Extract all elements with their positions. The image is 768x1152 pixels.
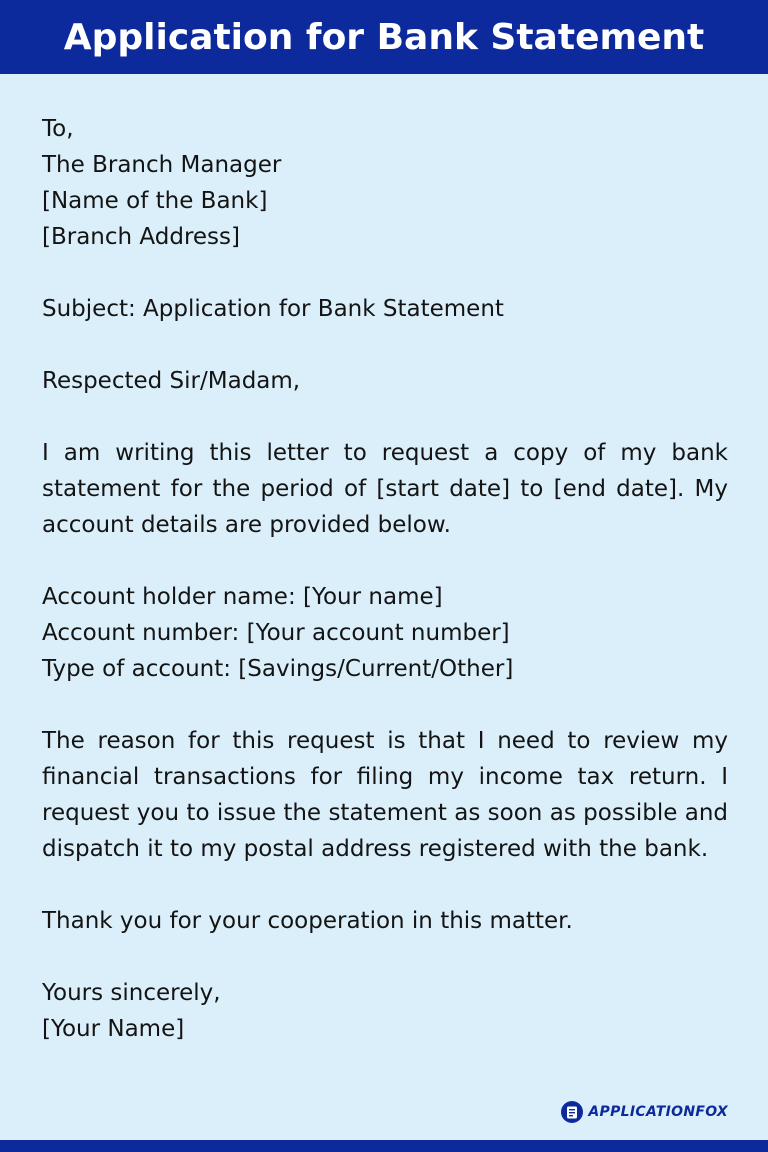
recipient-line: [Name of the Bank] xyxy=(42,188,268,214)
recipient-line: The Branch Manager xyxy=(42,152,282,178)
body-paragraph-request: I am writing this letter to request a copy of my bank statement for the period of [start date] to [end date]. My account details are provided below. xyxy=(42,440,728,538)
account-type-line: Type of account: [Savings/Current/Other] xyxy=(42,656,514,682)
document-icon xyxy=(561,1101,583,1123)
page-header xyxy=(0,0,768,74)
subject-line: Subject: Application for Bank Statement xyxy=(42,296,504,322)
letter-body xyxy=(42,111,728,1047)
account-holder-line: Account holder name: [Your name] xyxy=(42,584,443,610)
signature-line: [Your Name] xyxy=(42,1016,185,1042)
thanks-line: Thank you for your cooperation in this matter. xyxy=(42,908,573,934)
recipient-line: [Branch Address] xyxy=(42,224,240,250)
salutation: Respected Sir/Madam, xyxy=(42,368,301,394)
footer-bar xyxy=(0,1140,768,1152)
body-paragraph-reason: The reason for this request is that I need to review my financial transactions for filing my income tax return. I request you to issue the statement as soon as possible and dispatch it to my postal address registered with the bank. xyxy=(42,728,728,862)
recipient-block xyxy=(42,111,728,255)
closing-line: Yours sincerely, xyxy=(42,980,221,1006)
page-title: Application for Bank Statement xyxy=(63,16,705,58)
account-number-line: Account number: [Your account number] xyxy=(42,620,510,646)
recipient-line: To, xyxy=(42,116,74,142)
account-details xyxy=(42,579,728,687)
brand-logo xyxy=(561,1101,728,1123)
brand-name: APPLICATIONFOX xyxy=(588,1104,728,1120)
